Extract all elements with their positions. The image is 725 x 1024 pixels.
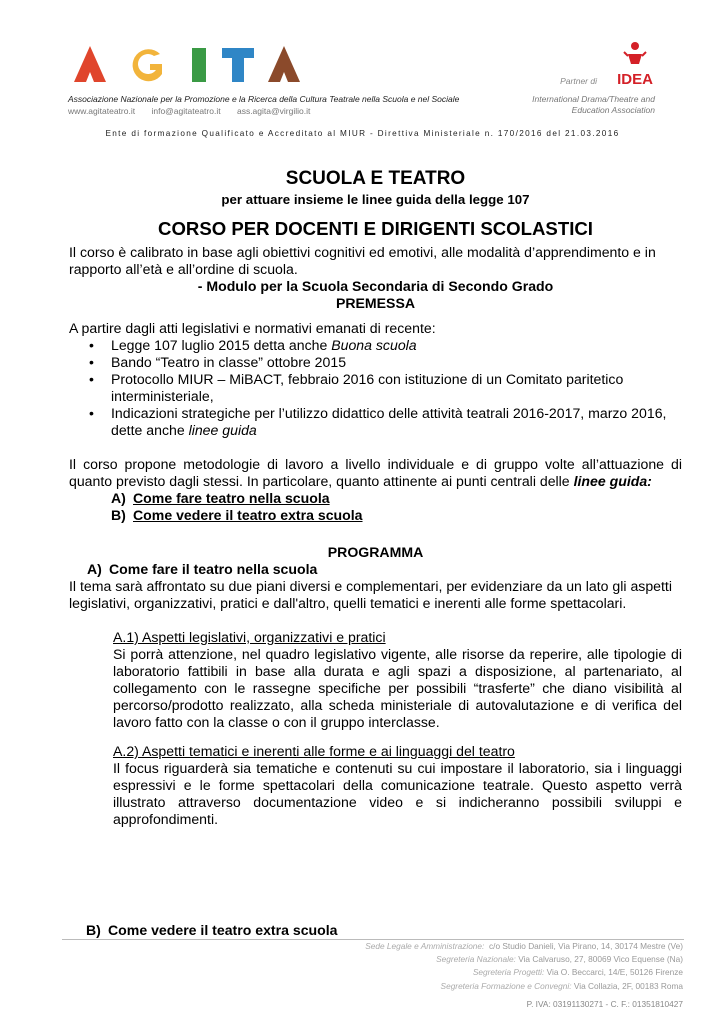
section-a-heading: A) Come fare il teatro nella scuola: [87, 561, 318, 577]
list-item: • Protocollo MIUR – MiBACT, febbraio 2016 con istituzione di un Comitato paritetico interministeriale,: [111, 371, 682, 405]
subsection-a2-title: A.2) Aspetti tematici e inerenti alle forme e ai linguaggi del teatro: [113, 743, 515, 759]
footer-addresses: [365, 940, 683, 993]
list-item: • Legge 107 luglio 2015 detta anche Buona scuola: [111, 337, 682, 354]
logo-letter-a-red: [74, 46, 106, 82]
accreditation-line: Ente di formazione Qualificato e Accreditato al MIUR - Direttiva Ministeriale n. 170/2016 del 21.03.2016: [105, 129, 620, 138]
list-item: B) Come vedere il teatro extra scuola: [111, 507, 363, 523]
logo-letter-t-blue: [222, 48, 254, 82]
subsection-a1-title: A.1) Aspetti legislativi, organizzativi e pratici: [113, 629, 386, 645]
subsection-a2: [69, 743, 682, 828]
central-points-list: [69, 490, 682, 524]
partner-description: [532, 94, 655, 116]
subsection-a2-text: Il focus riguarderà sia tematiche e contenuti su cui impostare il laboratorio, sia i linguaggi espressivi e le forme spettacolari della comunicazione teatrale. Questo aspetto verrà illustrato attraverso documentazione video e si indicheranno possibili sviluppi e approfondimenti.: [113, 760, 682, 827]
partner-label: Partner di: [560, 76, 597, 86]
page-subtitle: per attuare insieme le linee guida della legge 107: [221, 192, 530, 207]
email-ass-link[interactable]: ass.agita@virgilio.it: [236, 106, 311, 116]
subsection-a1: [69, 629, 682, 731]
footer-projects: Segreteria Progetti: Via O. Beccarci, 14/E, 50126 Firenze: [472, 967, 683, 978]
logo-letter-i-green: [192, 48, 206, 82]
email-info-link[interactable]: info@agitateatro.it: [151, 106, 221, 116]
footer-legal: Sede Legale e Amministrazione: c/o Studio Danieli, Via Pirano, 14, 30174 Mestre (Ve): [365, 941, 683, 951]
fiscal-codes: P. IVA: 03191130271 - C. F.: 01351810427: [526, 999, 683, 1009]
method-emphasis: linee guida:: [573, 473, 652, 489]
programma-heading: PROGRAMMA: [327, 544, 424, 560]
list-item: • Indicazioni strategiche per l’utilizzo didattico delle attività teatrali 2016-2017, marzo 2016, dette anche linee guida: [111, 405, 682, 439]
subsection-a1-text: Si porrà attenzione, nel quadro legislativo vigente, alle risorse da reperire, alle tipologie di laboratorio fattibili in base alla durata e agli spazi a disposizione, al partenariato, al collegamento con le rassegne specifiche per possibili “trasferte” che diano visibilità al percorso/prodotto realizzato, alla scheda ministeriale di autovalutazione e di verifica del lavoro fatto con la classe o con il gruppo interclasse.: [113, 646, 682, 730]
agita-logo: [72, 44, 302, 84]
section-b-heading: B) Come vedere il teatro extra scuola: [86, 922, 338, 938]
partner-block: [515, 40, 655, 90]
intro-paragraph: Il corso è calibrato in base agli obiettivi cognitivi ed emotivi, alle modalità d’apprendimento e in rapporto all’età e all’ordine di scuola.: [69, 244, 656, 277]
document-body: [69, 168, 682, 828]
legislation-list: [69, 337, 682, 439]
footer-training: Segreteria Formazione e Convegni: Via Collazia, 2F, 00183 Roma: [440, 980, 683, 991]
premessa-intro: A partire dagli atti legislativi e normativi emanati di recente:: [69, 320, 436, 336]
footer-national: Segreteria Nazionale: Via Calvaruso, 27, 80069 Vico Equense (Na): [436, 954, 683, 965]
website-link[interactable]: www.agitateatro.it: [68, 106, 136, 116]
contact-line: [68, 106, 324, 116]
list-item: • Bando “Teatro in classe” ottobre 2015: [111, 354, 682, 371]
logo-letter-a-brown: [268, 46, 300, 82]
module-line: - Modulo per la Scuola Secondaria di Secondo Grado: [197, 278, 554, 294]
idea-logo: [615, 40, 655, 86]
partner-description-line-1: International Drama/Theatre and: [532, 94, 655, 104]
premessa-heading: PREMESSA: [335, 295, 416, 311]
list-item: A) Come fare teatro nella scuola: [111, 490, 330, 506]
idea-logo-text: IDEA: [617, 71, 653, 86]
association-name: Associazione Nazionale per la Promozione e la Ricerca della Cultura Teatrale nella Scuola e nel Sociale: [68, 94, 460, 104]
method-paragraph: Il corso propone metodologie di lavoro a livello individuale e di gruppo volte all’attuazione di quanto previsto dagli stessi. In particolare, quanto attinente ai punti centrali delle linee guida:: [69, 456, 682, 489]
course-title: CORSO PER DOCENTI E DIRIGENTI SCOLASTICI: [158, 218, 593, 239]
logo-letter-g-yellow: [133, 49, 162, 81]
page-title: SCUOLA E TEATRO: [285, 168, 466, 189]
section-a-intro: Il tema sarà affrontato su due piani diversi e complementari, per evidenziare da un lato gli aspetti legislativi, organizzativi, pratici e dall'altro, quelli tematici e inerenti alle forme spettacolari.: [69, 578, 672, 611]
partner-description-line-2: Education Association: [571, 105, 655, 115]
